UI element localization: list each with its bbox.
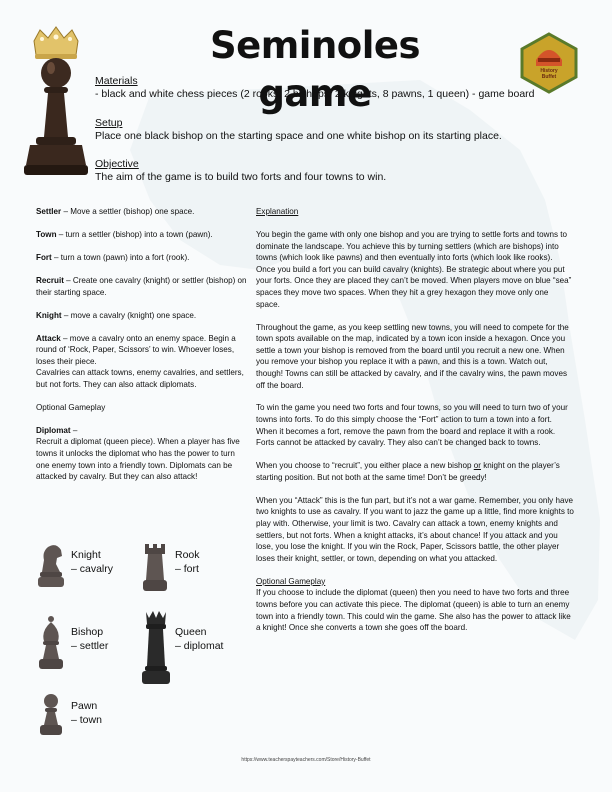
queen-piece-icon (140, 608, 172, 686)
rule-fort: Fort – turn a town (pawn) into a fort (rook). (36, 252, 190, 262)
crowned-pawn-image (20, 25, 92, 185)
queen-label: Queen – diplomat (175, 626, 224, 652)
explanation-paragraph-5: When you “Attack” this is the fun part, but it’s not a war game. Remember, you only have two knights to use as cavalry. If you want to jazz the game up a little, find more knights to play with. Otherwise, your limit is two. Cavalry can attack a town, enemy knights and settlers, but not forts. When a knight attacks, it’s about chance! If you attack and you lose, you lose the knight. If you win the Rock, Paper, Scissors battle, the other player loses their knight, settler, or town, depending on what you attacked. (256, 495, 574, 563)
objective-text: The aim of the game is to build two forts and four towns to win. (95, 171, 387, 183)
rule-recruit: Recruit – Create one cavalry (knight) or settler (bishop) on their starting space. (36, 275, 247, 297)
explanation-heading: Explanation (256, 207, 299, 216)
rook-label: Rook – fort (175, 549, 200, 575)
explanation-paragraph-6: If you choose to include the diplomat (queen) then you need to have two forts and three towns before you can activate this piece. The diplomat (queen) is able to turn an enemy town into a friendly town. This could win the game. She also has the power to attack like a knight! Once she converts a town she goes off the board. (256, 588, 571, 633)
pawn-piece-icon (38, 693, 64, 737)
rule-knight: Knight – move a cavalry (knight) one space. (36, 310, 197, 320)
materials-heading: Materials (95, 75, 138, 87)
objective-heading: Objective (95, 158, 139, 170)
rule-diplomat: Diplomat – Recruit a diplomat (queen piece). When a player has five towns it unlocks the diplomat who has the power to turn one enemy town into a friendly town. Diplomats can be attacked by cavalry. But they can also attack! (36, 425, 240, 482)
explanation-paragraph-3: To win the game you need two forts and four towns, so you will need to turn two of your towns into forts. To do this simply choose the “Fort” action to turn a town into a fort. When it becomes a fort, remove the pawn from the board and replace it with a rook. Forts cannot be attacked by cavalry. They also can’t be changed back to towns. (256, 403, 568, 448)
bishop-piece-icon (36, 615, 66, 671)
rook-piece-icon (140, 542, 170, 594)
logo-text: History Buffet (540, 68, 558, 80)
footer-url[interactable]: https://www.teacherspayteachers.com/Store/History-Buffet (241, 757, 371, 763)
rule-settler: Settler – Move a settler (bishop) one space. (36, 207, 195, 216)
pawn-label: Pawn – town (71, 700, 102, 726)
page-title: Seminoles game (209, 24, 421, 115)
knight-label: Knight – cavalry (71, 549, 114, 575)
explanation-paragraph-1: You begin the game with only one bishop and you are trying to settle forts and towns to dominate the landscape. You achieve this by turning settlers (which are bishops) into towns (which look like pawns) and then eventually into forts (which look like rooks). Once you build a fort you can build cavalry (knights). Be strategic about where you put your forts. Once they are placed they can’t be moved. When players move on blue “sea” spaces they move two spaces. When they hit a grey hexagon they move only one space. (256, 229, 572, 309)
objective-section (95, 158, 386, 184)
setup-section (95, 117, 502, 143)
bishop-label: Bishop – settler (71, 626, 109, 652)
rule-town: Town – turn a settler (bishop) into a town (pawn). (36, 229, 213, 239)
materials-section (95, 75, 535, 101)
explanation-paragraph-2: Throughout the game, as you keep settling new towns, you will need to compete for the town spots available on the map, indicated by a town icon inside a hexagon. Once you settle a town your bishop is removed from the board until you recruit a new one. When you remove your bishop you replace it with a pawn, and this is a town. Watch out, though! Towns can still be attacked by cavalry, and if the cavalry wins, the pawn moves off the board. (256, 322, 569, 390)
explanation-column (256, 206, 574, 645)
explanation-paragraph-4: When you choose to “recruit”, you either place a new bishop or knight on the player’s starting position. But not both at the same time! Don’t be greedy! (256, 461, 560, 482)
setup-heading: Setup (95, 117, 123, 129)
knight-piece-icon (36, 542, 66, 590)
optional-gameplay-heading-left: Optional Gameplay (36, 402, 106, 412)
optional-gameplay-heading-right: Optional Gameplay (256, 576, 326, 586)
materials-text: - black and white chess pieces (2 rooks, 2 bishops, 2 knights, 8 pawns, 1 queen) - game board (95, 88, 535, 100)
rules-column (36, 206, 249, 494)
rule-attack: Attack – move a cavalry onto an enemy space. Begin a round of ‘Rock, Paper, Scissors’ to win. Whoever loses, loses their piece. Cavalries can attack towns, enemy cavalries, and settlers, but not forts. They can also attack diplomats. (36, 333, 244, 389)
setup-text: Place one black bishop on the starting space and one white bishop on its starting place. (95, 130, 502, 142)
